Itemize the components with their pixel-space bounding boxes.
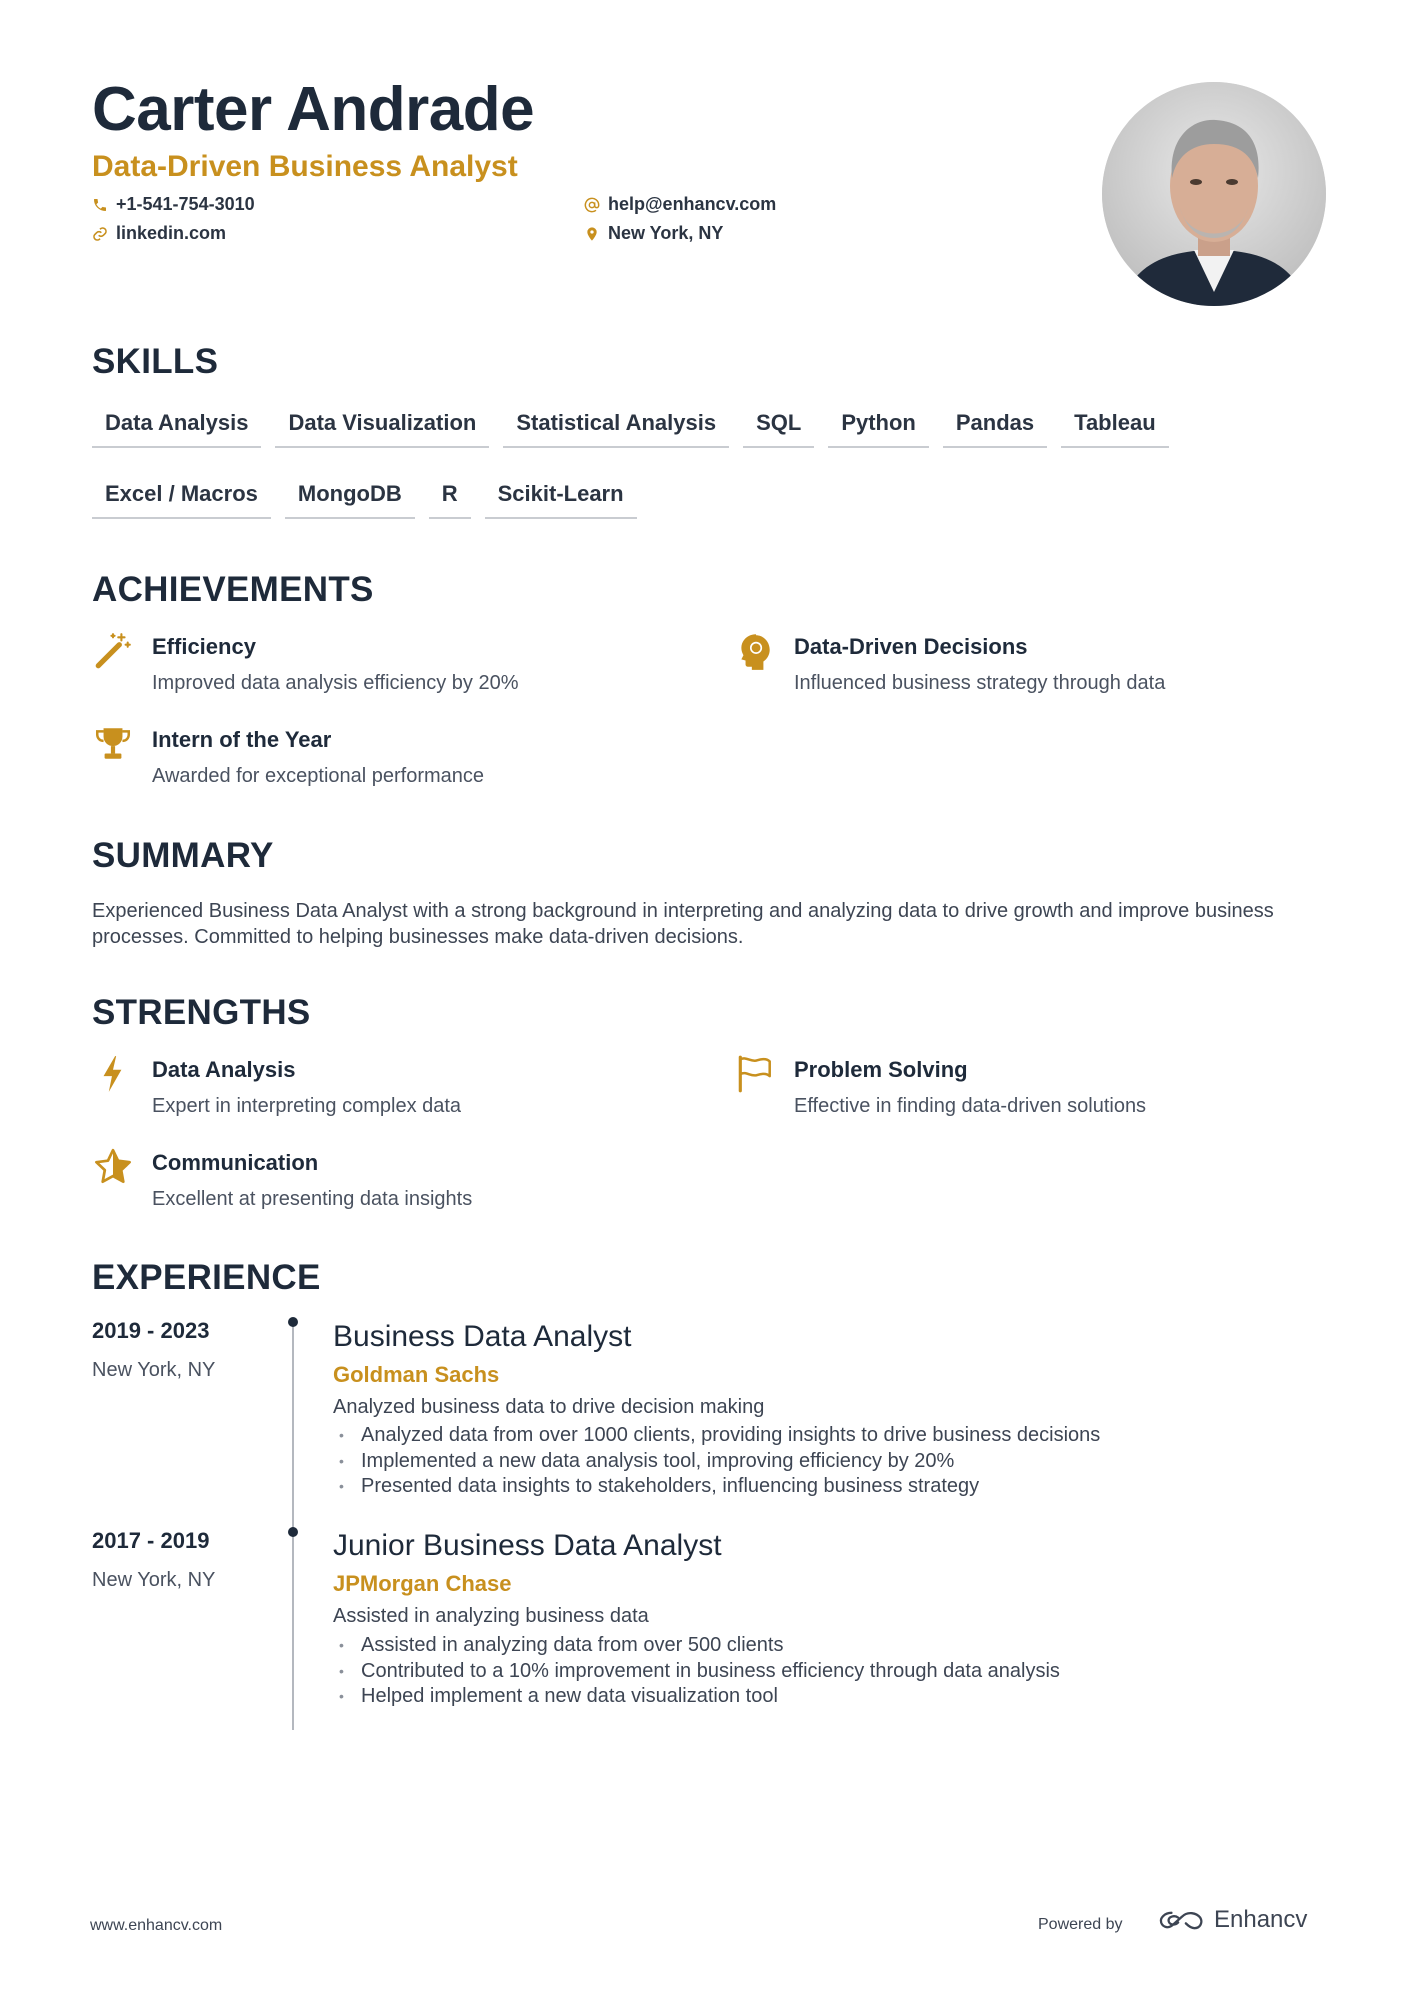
contact-location [584, 223, 723, 244]
phone-icon [92, 197, 108, 213]
profile-photo [1102, 82, 1326, 306]
job-bullet: • Analyzed data from over 1000 clients, providing insights to drive business decisions [333, 1423, 1100, 1449]
section-title-summary: SUMMARY [92, 836, 274, 875]
enhancv-logo-icon [1158, 1909, 1206, 1932]
job-bullet: • Contributed to a 10% improvement in business efficiency through data analysis [333, 1659, 1060, 1685]
job-company: JPMorgan Chase [333, 1571, 512, 1596]
location-text: New York, NY [608, 223, 724, 243]
job-bullets [333, 1423, 1100, 1500]
achievement-title: Intern of the Year [152, 727, 332, 752]
skill-chip: Scikit-Learn [485, 473, 637, 519]
skill-chip: Python [828, 402, 929, 448]
job-company: Goldman Sachs [333, 1362, 500, 1387]
job-bullet: • Presented data insights to stakeholders, influencing business strategy [333, 1474, 1100, 1500]
website-text: linkedin.com [116, 223, 227, 243]
phone-text: +1-541-754-3010 [116, 194, 255, 214]
job-description: Assisted in analyzing business data [333, 1605, 649, 1627]
job-bullet: • Assisted in analyzing data from over 500 clients [333, 1633, 1060, 1659]
achievement-item [92, 727, 484, 788]
lightning-icon [92, 1053, 134, 1095]
skill-chip: Pandas [943, 402, 1047, 448]
section-title-experience: EXPERIENCE [92, 1258, 321, 1297]
footer-powered-by: Powered by [1038, 1916, 1123, 1933]
section-title-achievements: ACHIEVEMENTS [92, 570, 374, 609]
job-bullet: • Implemented a new data analysis tool, improving efficiency by 20% [333, 1449, 1100, 1475]
skills-list [92, 402, 1272, 519]
strength-title: Data Analysis [152, 1057, 296, 1082]
job-dates: 2017 - 2019 [92, 1528, 210, 1553]
skill-chip: SQL [743, 402, 814, 448]
job-description: Analyzed business data to drive decision making [333, 1396, 765, 1418]
job-location: New York, NY [92, 1359, 216, 1381]
achievement-title: Data-Driven Decisions [794, 634, 1028, 659]
enhancv-logo-text: Enhancv [1214, 1906, 1308, 1933]
timeline-dot [288, 1317, 298, 1327]
skill-chip: MongoDB [285, 473, 415, 519]
achievement-title: Efficiency [152, 634, 256, 659]
strength-title: Problem Solving [794, 1057, 968, 1082]
at-sign-icon [584, 197, 600, 213]
job-role: Business Data Analyst [333, 1320, 632, 1353]
section-title-strengths: STRENGTHS [92, 993, 311, 1032]
summary-text: Experienced Business Data Analyst with a strong background in interpreting and analyzing data to drive growth and improve business processes. Committed to helping businesses make data-driven decisions. [92, 900, 1274, 948]
skill-chip: Data Visualization [275, 402, 489, 448]
achievement-desc: Awarded for exceptional performance [152, 765, 485, 787]
skill-chip: R [429, 473, 471, 519]
timeline-dot [288, 1527, 298, 1537]
experience-timeline [292, 1322, 294, 1730]
skill-chip: Statistical Analysis [503, 402, 729, 448]
contact-website[interactable] [92, 223, 226, 244]
skill-chip: Data Analysis [92, 402, 261, 448]
footer-url[interactable]: www.enhancv.com [90, 1917, 223, 1934]
job-location: New York, NY [92, 1569, 216, 1591]
star-icon [92, 1146, 134, 1188]
trophy-icon [92, 723, 134, 765]
skill-chip: Tableau [1061, 402, 1169, 448]
job-role: Junior Business Data Analyst [333, 1529, 722, 1562]
enhancv-logo[interactable] [1158, 1906, 1307, 1934]
contact-email[interactable] [584, 194, 776, 215]
job-bullet: • Helped implement a new data visualization tool [333, 1684, 1060, 1710]
achievement-item [734, 634, 1165, 695]
achievement-item [92, 634, 519, 695]
strength-desc: Excellent at presenting data insights [152, 1188, 473, 1210]
strength-desc: Expert in interpreting complex data [152, 1095, 462, 1117]
contact-phone[interactable] [92, 194, 255, 215]
skill-chip: Excel / Macros [92, 473, 271, 519]
magic-wand-icon [92, 630, 134, 672]
strength-item [92, 1150, 472, 1211]
candidate-title: Data-Driven Business Analyst [92, 150, 518, 183]
strength-item [92, 1057, 461, 1118]
section-title-skills: SKILLS [92, 342, 219, 381]
achievement-desc: Improved data analysis efficiency by 20% [152, 672, 519, 694]
achievement-desc: Influenced business strategy through data [794, 672, 1166, 694]
strength-desc: Effective in finding data-driven solutions [794, 1095, 1147, 1117]
strength-item [734, 1057, 1146, 1118]
link-icon [92, 226, 108, 242]
email-text: help@enhancv.com [608, 194, 777, 214]
strength-title: Communication [152, 1150, 319, 1175]
head-icon [734, 630, 776, 672]
job-dates: 2019 - 2023 [92, 1318, 210, 1343]
job-bullets [333, 1633, 1060, 1710]
map-pin-icon [584, 226, 600, 242]
candidate-name: Carter Andrade [92, 75, 535, 144]
flag-icon [734, 1053, 776, 1095]
